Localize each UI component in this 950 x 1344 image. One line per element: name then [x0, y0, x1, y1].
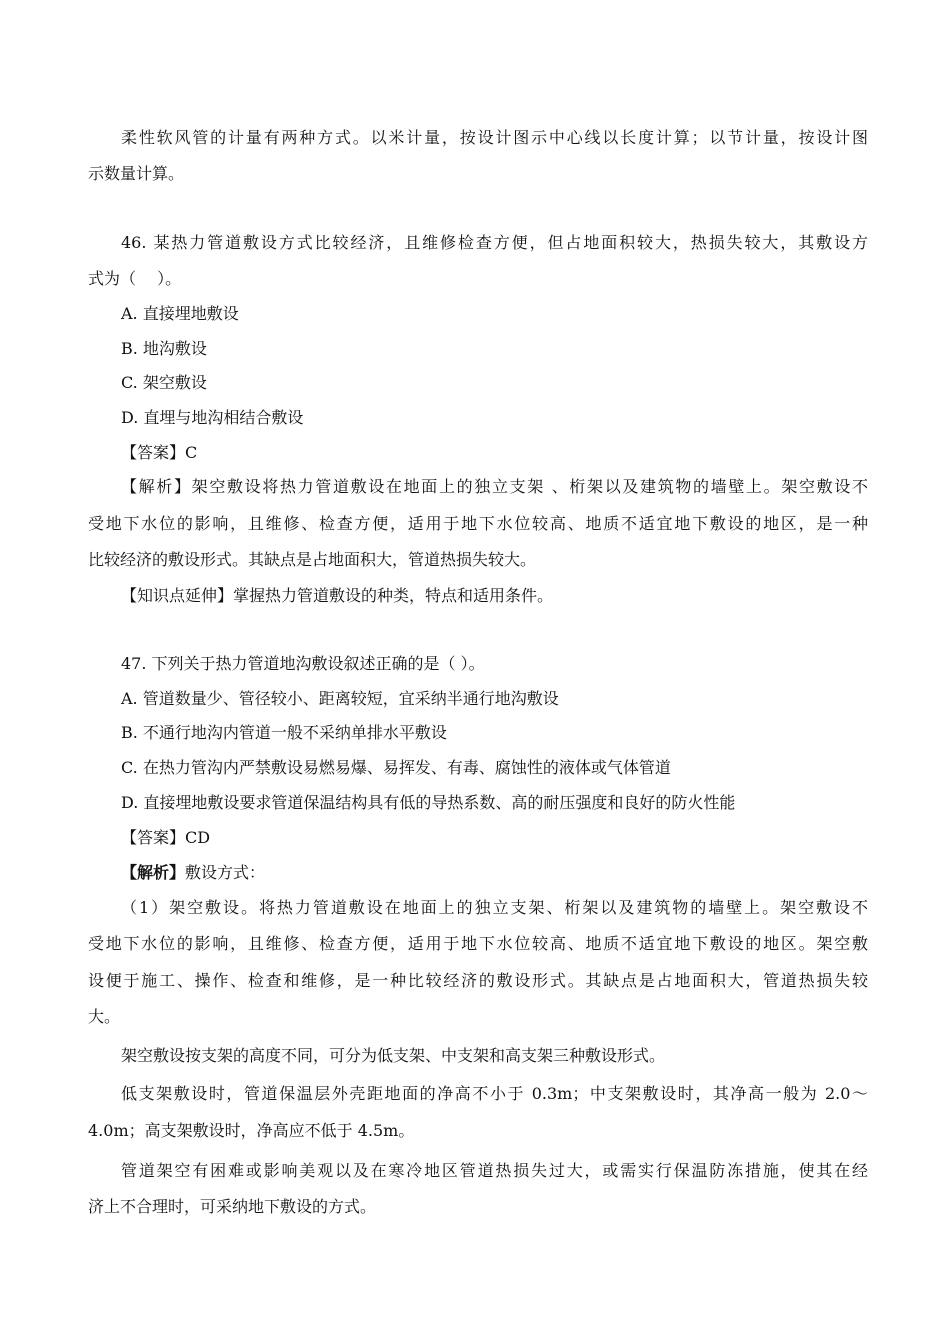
q47-analysis-tag: 【解析】 — [121, 863, 186, 882]
q46-analysis-line-3: 比较经济的敷设形式。其缺点是占地面积大，管道热损失较大。 — [88, 550, 537, 569]
q47-p2: 架空敷设按支架的高度不同，可分为低支架、中支架和高支架三种敷设形式。 — [121, 1046, 666, 1065]
q47-p4-line-1: 管道架空有困难或影响美观以及在寒冷地区管道热损失过大，或需实行保温防冻措施，使其在经 — [121, 1161, 868, 1180]
q47-option-c: C. 在热力管沟内严禁敷设易燃易爆、易挥发、有毒、腐蚀性的液体或气体管道 — [121, 758, 671, 777]
q47-option-d: D. 直接埋地敷设要求管道保温结构具有低的导热系数、高的耐压强度和良好的防火性能 — [121, 793, 736, 812]
q47-p3-line-2: 4.0m；高支架敷设时，净高应不低于 4.5m。 — [88, 1121, 415, 1140]
q46-analysis-line-2: 受地下水位的影响，且维修、检查方便，适用于地下水位较高、地质不适宜地下敷设的地区，是一种 — [88, 514, 868, 533]
q47-option-b: B. 不通行地沟内管道一般不采纳单排水平敷设 — [121, 723, 447, 742]
q46-option-a: A. 直接埋地敷设 — [121, 304, 239, 323]
q46-option-c: C. 架空敷设 — [121, 373, 207, 392]
q47-p1-line-3: 设便于施工、操作、检查和维修，是一种比较经济的敷设形式。其缺点是占地面积大，管道热损失较 — [88, 971, 868, 990]
intro-line-2: 示数量计算。 — [88, 164, 185, 183]
q46-analysis-text: 架空敷设将热力管道敷设在地面上的独立支架 、桁架以及建筑物的墙壁上。架空敷设不 — [191, 477, 868, 496]
q47-stem: 47. 下列关于热力管道地沟敷设叙述正确的是（ ）。 — [121, 654, 485, 673]
q47-answer: 【答案】CD — [121, 828, 211, 847]
q47-p4-line-2: 济上不合理时，可采纳地下敷设的方式。 — [88, 1197, 377, 1216]
q46-answer: 【答案】C — [121, 443, 198, 462]
q46-analysis-tag: 【解析】 — [121, 477, 192, 496]
q47-analysis-line — [121, 862, 868, 884]
q47-option-a: A. 管道数量少、管径较小、距离较短，宜采纳半通行地沟敷设 — [121, 689, 559, 708]
q46-stem-line-1: 46. 某热力管道敷设方式比较经济，且维修检查方便，但占地面积较大，热损失较大，其敷设方 — [121, 233, 868, 252]
q46-option-d: D. 直埋与地沟相结合敷设 — [121, 408, 304, 427]
q47-p1-line-1: （1）架空敷设。将热力管道敷设在地面上的独立支架、桁架以及建筑物的墙壁上。架空敷设不 — [121, 898, 868, 917]
q47-p1-line-2: 受地下水位的影响，且维修、检查方便，适用于地下水位较高、地质不适宜地下敷设的地区。架空敷 — [88, 934, 868, 953]
intro-line-1: 柔性软风管的计量有两种方式。以米计量，按设计图示中心线以长度计算；以节计量，按设计图 — [121, 128, 868, 147]
q46-option-b: B. 地沟敷设 — [121, 339, 207, 358]
q47-p3-line-1: 低支架敷设时，管道保温层外壳距地面的净高不小于 0.3m；中支架敷设时，其净高一般为 2.0～ — [121, 1084, 868, 1103]
q46-stem-line-2: 式为（ ）。 — [88, 269, 182, 288]
q46-analysis-line-1 — [121, 476, 868, 498]
q47-p1-line-4: 大。 — [88, 1007, 121, 1026]
q47-analysis-head: 敷设方式： — [185, 863, 266, 882]
q46-extension: 【知识点延伸】掌握热力管道敷设的种类，特点和适用条件。 — [121, 586, 554, 605]
